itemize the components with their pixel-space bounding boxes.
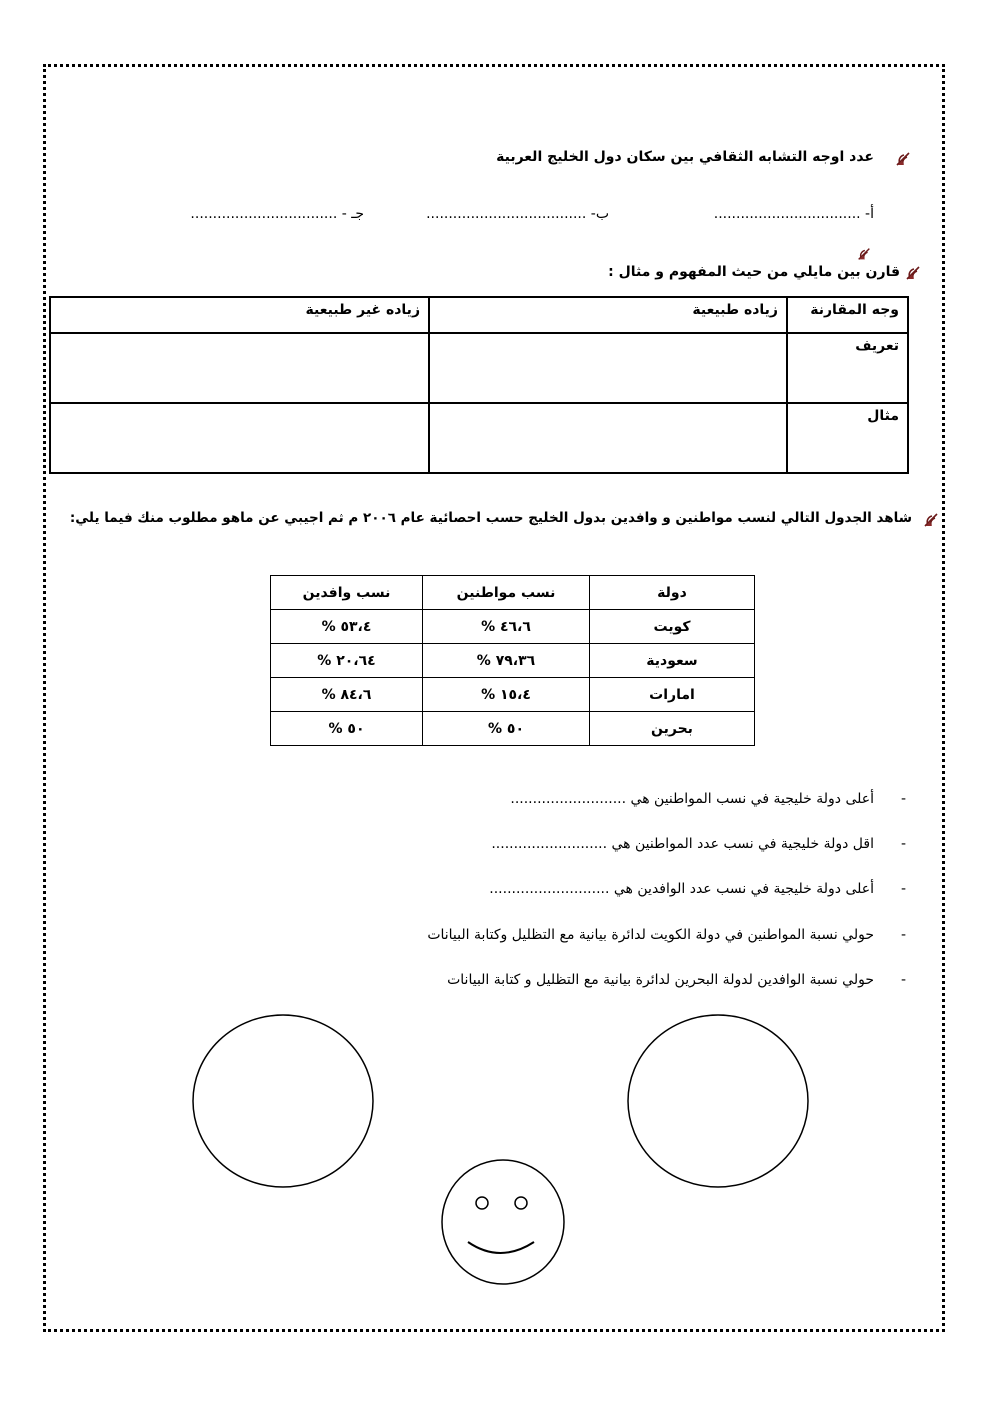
q2-text: قارن بين مايلي من حيث المفهوم و مثال :	[608, 264, 900, 280]
expats-cell: ٨٤،٦ %	[271, 678, 423, 712]
dash-marker: -	[900, 791, 906, 807]
q3-text: شاهد الجدول التالي لنسب مواطنين و وافدين بدول الخليج حسب احصائية عام ٢٠٠٦ م ثم اجيبي عن ماهو مطلوب منك فيما يلي:	[69, 510, 912, 526]
q1-blank-b[interactable]: ب- ....................................	[426, 206, 609, 222]
q1-blank-c[interactable]: جـ - .................................	[190, 206, 364, 222]
country-cell: كويت	[590, 610, 755, 644]
citizens-cell: ٥٠ %	[423, 712, 590, 746]
q1-blank-a[interactable]: أ- .................................	[713, 206, 874, 222]
question-item: حولي نسبة الوافدين لدولة البحرين لدائرة بيانية مع التظليل و كتابة البيانات	[447, 972, 874, 988]
country-cell: بحرين	[590, 712, 755, 746]
question-item[interactable]: أعلى دولة خليجية في نسب المواطنين هي ..........................	[510, 791, 874, 807]
cmp-row-definition-label: تعريف	[787, 333, 908, 403]
bahrain-pie-circle[interactable]	[628, 1015, 808, 1187]
dash-marker: -	[900, 927, 906, 943]
question-item: حولي نسبة المواطنين في دولة الكويت لدائرة بيانية مع التظليل وكتابة البيانات	[427, 927, 874, 943]
cmp-header-unnatural: زياده غير طبيعية	[50, 297, 429, 333]
dash-marker: -	[900, 836, 906, 852]
citizens-cell: ١٥،٤ %	[423, 678, 590, 712]
country-cell: سعودية	[590, 644, 755, 678]
cmp-row-example-label: مثال	[787, 403, 908, 473]
dash-marker: -	[900, 881, 906, 897]
kuwait-pie-circle[interactable]	[193, 1015, 373, 1187]
country-cell: امارات	[590, 678, 755, 712]
q1-text: عدد اوجه التشابه الثقافي بين سكان دول الخليج العربية	[496, 149, 874, 165]
citizens-cell: ٤٦،٦ %	[423, 610, 590, 644]
expats-cell: ٢٠،٦٤ %	[271, 644, 423, 678]
question-item[interactable]: أعلى دولة خليجية في نسب عدد الوافدين هي ...........................	[489, 881, 874, 897]
data-header-citizens: نسب مواطنين	[423, 576, 590, 610]
expats-cell: ٥٣،٤ %	[271, 610, 423, 644]
citizens-cell: ٧٩،٣٦ %	[423, 644, 590, 678]
expats-cell: ٥٠ %	[271, 712, 423, 746]
smiley-face-icon	[442, 1160, 564, 1284]
data-header-country: دولة	[590, 576, 755, 610]
data-header-expats: نسب وافدين	[271, 576, 423, 610]
cmp-header-aspect: وجه المقارنة	[787, 297, 908, 333]
cmp-header-natural: زياده طبيعية	[429, 297, 787, 333]
question-item[interactable]: اقل دولة خليجية في نسب عدد المواطنين هي ..........................	[491, 836, 874, 852]
dash-marker: -	[900, 972, 906, 988]
